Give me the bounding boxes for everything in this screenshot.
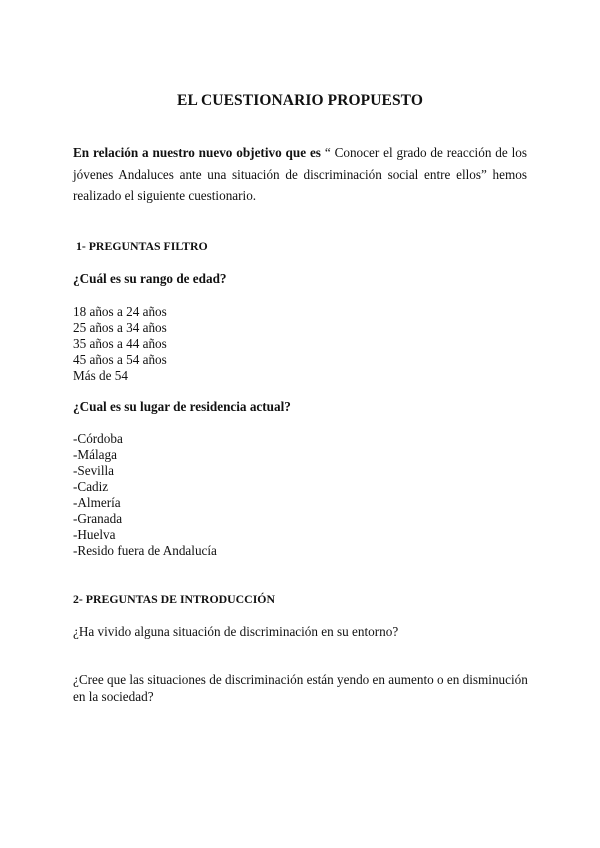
list-item: 25 años a 34 años (73, 320, 167, 335)
intro-lead: En relación a nuestro nuevo objetivo que es (73, 145, 321, 160)
list-item: 18 años a 24 años (73, 304, 167, 319)
list-item: -Cadiz (73, 479, 109, 494)
list-item: 35 años a 44 años (73, 336, 167, 351)
question-discrimination-trend: ¿Cree que las situaciones de discriminación están yendo en aumento o en disminución en la sociedad? (73, 672, 528, 704)
list-item: -Málaga (73, 447, 117, 462)
list-item: -Granada (73, 511, 123, 526)
list-item: -Resido fuera de Andalucía (73, 543, 217, 558)
residence-options-list (73, 431, 217, 559)
question-age: ¿Cuál es su rango de edad? (73, 271, 227, 286)
intro-text: “ Conocer el grado de reacción de los jóvenes Andaluces ante una situación de discriminación social entre ellos” hemos realizado el siguiente cuestionario. (73, 145, 528, 203)
question-residence: ¿Cual es su lugar de residencia actual? (73, 399, 291, 414)
intro-paragraph (73, 142, 527, 207)
list-item: -Almería (73, 495, 121, 510)
page-title: EL CUESTIONARIO PROPUESTO (177, 92, 423, 109)
list-item: -Córdoba (73, 431, 123, 446)
section-2-heading: 2- PREGUNTAS DE INTRODUCCIÓN (73, 592, 275, 606)
question-discrimination-experience: ¿Ha vivido alguna situación de discriminación en su entorno? (73, 624, 399, 639)
section-1-heading: 1- PREGUNTAS FILTRO (73, 239, 208, 253)
age-options-list (73, 304, 167, 384)
list-item: -Sevilla (73, 463, 115, 478)
list-item: Más de 54 (73, 368, 128, 383)
list-item: 45 años a 54 años (73, 352, 167, 367)
list-item: -Huelva (73, 527, 116, 542)
